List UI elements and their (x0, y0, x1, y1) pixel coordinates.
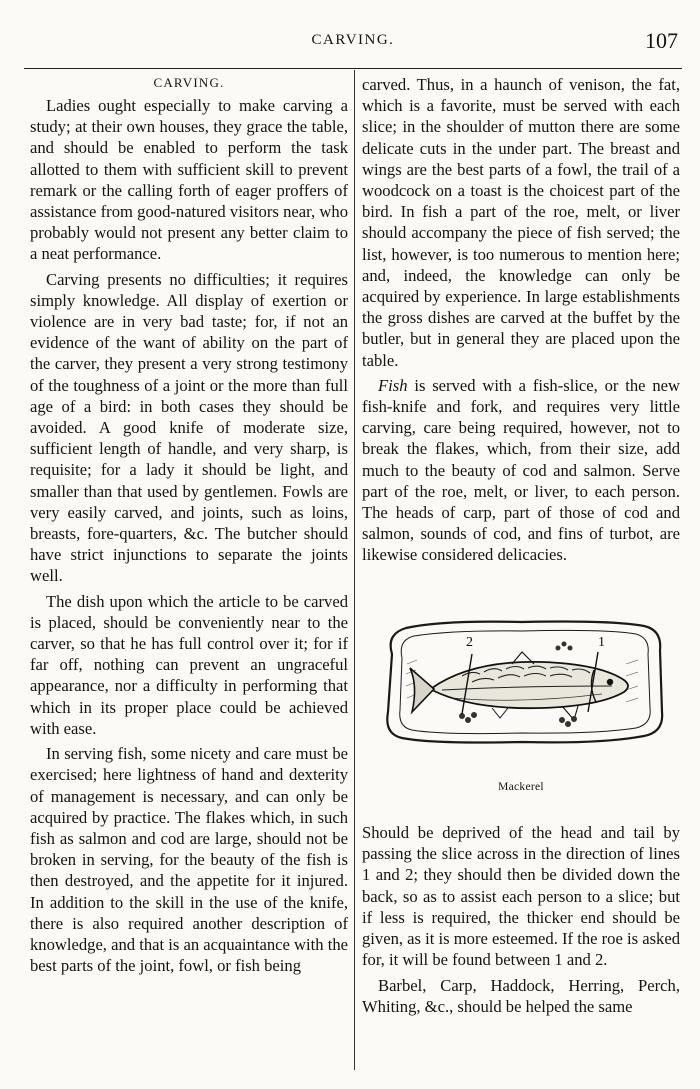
paragraph-carving-difficulties: Carving presents no difficulties; it requires simply knowledge. All display of exertion or violence are in very bad taste; for, if not an evidence of the want of ability on the part of the carver, they present a very strong testimony of the toughness of a joint or the more than full age of a bird: in both cases they should be avoided. A good knife of moderate size, sufficient length of handle, and very sharp, is requisite; for a lady it should be light, and smaller than that used by gentlemen. Fowls are very easily carved, and joints, such as loins, breasts, fore-quarters, &c. The butcher should have strict injunctions to separate the joints well. (30, 269, 348, 586)
right-column (362, 74, 680, 1021)
mackerel-illustration (362, 594, 680, 764)
fish-para-text: is served with a fish-slice, or the new fish-knife and fork, and requires very little carving, care being required, however, not to break the flakes, which, from their size, add much to the beauty of cod and salmon. Serve part of the roe, melt, or liver, to each person. The heads of carp, part of those of cod and salmon, sounds of cod, and fins of turbot, are likewise considered delicacies. (362, 375, 680, 565)
figure-caption: Mackerel (498, 780, 544, 793)
paragraph-continuation: carved. Thus, in a haunch of venison, the fat, which is a favorite, must be served with each slice; in the shoulder of mutton there are some delicate cuts in the under part. The breast and wings are the best parts of a fowl, the trail of a woodcock on a toast is the choicest part of the bird. In fish a part of the roe, melt, or liver should accompany the piece of fish served; the list, however, is too numerous to mention here; and, indeed, the knowledge can only be acquired by experience. In large establishments the gross dishes are carved at the buffet by the butler, but in general they are placed upon the table. (362, 75, 680, 370)
page-number: 107 (645, 28, 678, 53)
paragraph-ladies: Ladies ought especially to make carving a study; at their own houses, they grace the table, and should be enabled to perform the task allotted to them with sufficient skill to prevent remark or the calling forth of eager proffers of assistance from good-natured visitors near, who probably would not present any better claim to a neat performance. (30, 96, 348, 264)
fish-italic-word: Fish (378, 375, 408, 395)
mackerel-figure (362, 594, 680, 798)
column-divider (354, 70, 355, 1070)
cut-label-1: 1 (598, 634, 605, 650)
paragraph-mackerel: Should be deprived of the head and tail by passing the slice across in the direction of lines 1 and 2; they should then be divided down the back, so as to assist each person to a slice; but if less is required, the thicker end should be given, as it is more esteemed. If the roe is asked for, it will be found between 1 and 2. (362, 823, 680, 970)
left-column (30, 74, 348, 980)
paragraph-barbel: Barbel, Carp, Haddock, Herring, Perch, Whiting, &c., should be helped the same (362, 975, 680, 1016)
paragraph-dish-placement: The dish upon which the article to be carved is placed, should be conveniently near to the carver, so that he has full control over it; for if far off, nothing can prevent an ungraceful appearance, nor a difficulty in performing that which in its proper place could be achieved with ease. (30, 591, 348, 738)
section-heading: CARVING. (153, 75, 225, 90)
cut-label-2: 2 (466, 634, 473, 650)
paragraph-fish-service (362, 375, 680, 566)
running-title: CARVING. (311, 32, 395, 48)
paragraph-serving-fish: In serving fish, some nicety and care must be exercised; here lightness of hand and dexterity of management is necessary, and can only be acquired by practice. The flakes which, in such fish as salmon and cod are large, should not be broken in serving, for the beauty of the fish is then destroyed, and the appetite for it injured. In addition to the skill in the use of the knife, there is also required another description of knowledge, and that is an acquaintance with the best parts of the joint, fowl, or fish being (30, 744, 348, 976)
running-head (24, 18, 682, 69)
